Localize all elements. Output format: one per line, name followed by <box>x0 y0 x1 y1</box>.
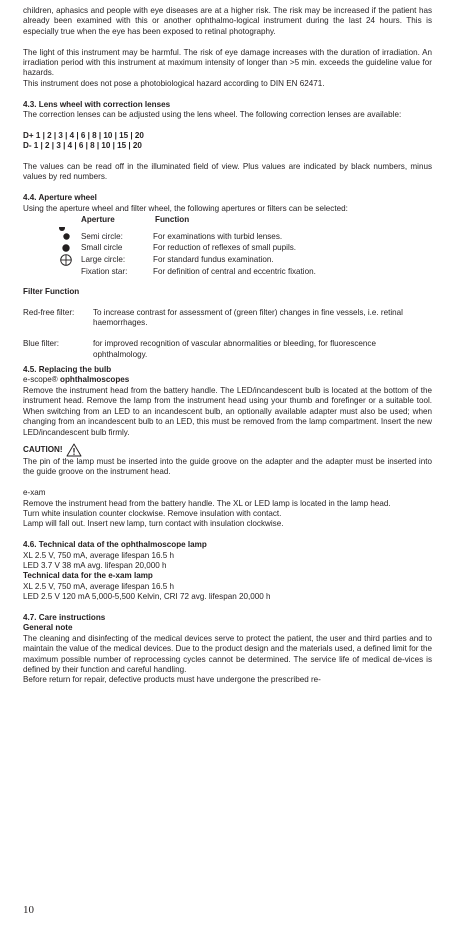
aperture-table <box>81 214 432 277</box>
exam-line-2: Turn white insulation counter clockwise. Remove insulation with contact. <box>23 508 282 518</box>
section-4-3-text: The correction lenses can be adjusted using the lens wheel. The following correction lenses are available: <box>23 110 402 120</box>
aperture-function: For standard fundus examination. <box>153 255 274 265</box>
filter-function-heading: Filter Function <box>23 287 80 297</box>
lamp-spec-1: XL 2.5 V, 750 mA, average lifespan 16.5 h <box>23 550 175 560</box>
section-4-7-heading: 4.7. Care instructions <box>23 612 106 622</box>
aperture-name: Semi circle: <box>81 232 123 242</box>
lamp-spec-4: LED 2.5 V 120 mA 5,000-5,500 Kelvin, CRI 72 avg. lifespan 20,000 h <box>23 592 271 602</box>
aperture-name: Large circle: <box>81 255 126 265</box>
page-number: 10 <box>23 904 34 916</box>
warning-icon <box>66 443 82 457</box>
section-4-6-heading: 4.6. Technical data of the ophthalmoscope lamp <box>23 540 207 550</box>
intro-paragraph-3: This instrument does not pose a photobiological hazard according to DIN EN 62471. <box>23 78 325 88</box>
document-page <box>23 6 432 686</box>
fixation-star-icon <box>59 254 73 266</box>
red-free-filter-row <box>23 308 432 329</box>
blue-filter-text: for improved recognition of vascular abnormalities or bleeding, for fluorescence ophthalmology. <box>93 339 376 359</box>
semi-circle-icon <box>59 227 65 231</box>
aperture-table-header <box>81 214 432 225</box>
section-4-5-text: Remove the instrument head from the battery handle. The LED/incandescent bulb is located at the bottom of the instrument head. Remove the lamp from the instrument head using your thumb and forefinger or a suitable tool. When switching from an LED to an incandescent bulb, an optionally available adapter must also be used; when changing from an incandescent bulb to an LED, this must be removed from the lamp compartment. Insert the new LED/incandescent bulb firmly. <box>23 385 432 437</box>
caution-label: CAUTION! <box>23 444 63 454</box>
exam-line-3: Lamp will fall out. Insert new lamp, turn contact with insulation clockwise. <box>23 519 284 529</box>
general-note-heading: General note <box>23 623 73 633</box>
section-4-3-heading: 4.3. Lens wheel with correction lenses <box>23 99 171 109</box>
red-free-filter-text: To increase contrast for assessment of (green filter) changes in fine vessels, i.e. retinal haemorrhages. <box>93 308 403 328</box>
aperture-column-header: Aperture <box>81 215 115 225</box>
caution-heading <box>23 443 432 457</box>
aperture-name: Fixation star: <box>81 266 128 276</box>
aperture-row <box>81 231 432 242</box>
section-4-5-subheading <box>23 375 432 385</box>
ophthalmoscopes-label: ophthalmoscopes <box>60 375 130 385</box>
exam-line-1: Remove the instrument head from the battery handle. The XL or LED lamp is located in the lamp head. <box>23 498 391 508</box>
small-circle-icon <box>59 233 73 240</box>
intro-paragraph-2: The light of this instrument may be harmful. The risk of eye damage increases with the duration of irradiation. An irradiation period with this instrument at maximum intensity of longer than >5 min. exceeds the guideline value for hazards. <box>23 47 432 78</box>
aperture-row <box>81 254 432 266</box>
intro-paragraph-1: children, aphasics and people with eye diseases are at a higher risk. The risk may be increased if the patient has already been examined with this or another ophthalmo-logical instrument during the last 24 hours. This is especially true when the eye has been exposed to retinal photography. <box>23 6 432 36</box>
function-column-header: Function <box>155 215 190 225</box>
section-4-4-text: Using the aperture wheel and filter wheel, the following apertures or filters can be selected: <box>23 203 348 213</box>
section-4-3-note: The values can be read off in the illuminated field of view. Plus values are indicated by black numbers, minus values by red numbers. <box>23 162 432 182</box>
aperture-name: Small circle <box>81 243 123 253</box>
blue-filter-label: Blue filter: <box>23 339 59 349</box>
section-4-5-heading: 4.5. Replacing the bulb <box>23 365 112 375</box>
aperture-row <box>81 242 432 253</box>
blue-filter-row <box>23 339 432 360</box>
section-4-7-text-2: Before return for repair, defective products must have undergone the prescribed re- <box>23 675 321 685</box>
escope-prefix: e-scope® <box>23 375 61 385</box>
section-4-4-heading: 4.4. Aperture wheel <box>23 193 97 203</box>
caution-text: The pin of the lamp must be inserted into the guide groove on the adapter and the adapter must be inserted into the guide groove on the instrument head. <box>23 456 432 477</box>
lamp-spec-3: XL 2.5 V, 750 mA, average lifespan 16.5 h <box>23 581 175 591</box>
large-circle-icon <box>59 244 73 252</box>
lamp-spec-2: LED 3.7 V 38 mA avg. lifespan 20,000 h <box>23 560 167 570</box>
exam-lamp-heading: Technical data for the e-xam lamp <box>23 571 153 581</box>
aperture-row <box>81 266 432 277</box>
aperture-function: For reduction of reflexes of small pupils. <box>153 243 297 253</box>
section-4-7-text: The cleaning and disinfecting of the medical devices serve to protect the patient, the user and third parties and to maintain the value of the medical devices. Due to the product design and the materials used, a defined limit for the maximum possible number of reprocessing cycles cannot be determined. The service life of medical de-vices is defined by their function and careful handling. <box>23 633 432 674</box>
aperture-function: For definition of central and eccentric fixation. <box>153 266 316 276</box>
dminus-values: D- 1 | 2 | 3 | 4 | 6 | 8 | 10 | 15 | 20 <box>23 141 142 151</box>
aperture-function: For examinations with turbid lenses. <box>153 232 283 242</box>
exam-heading: e-xam <box>23 488 46 498</box>
dplus-values: D+ 1 | 2 | 3 | 4 | 6 | 8 | 10 | 15 | 20 <box>23 130 144 140</box>
red-free-filter-label: Red-free filter: <box>23 308 75 318</box>
